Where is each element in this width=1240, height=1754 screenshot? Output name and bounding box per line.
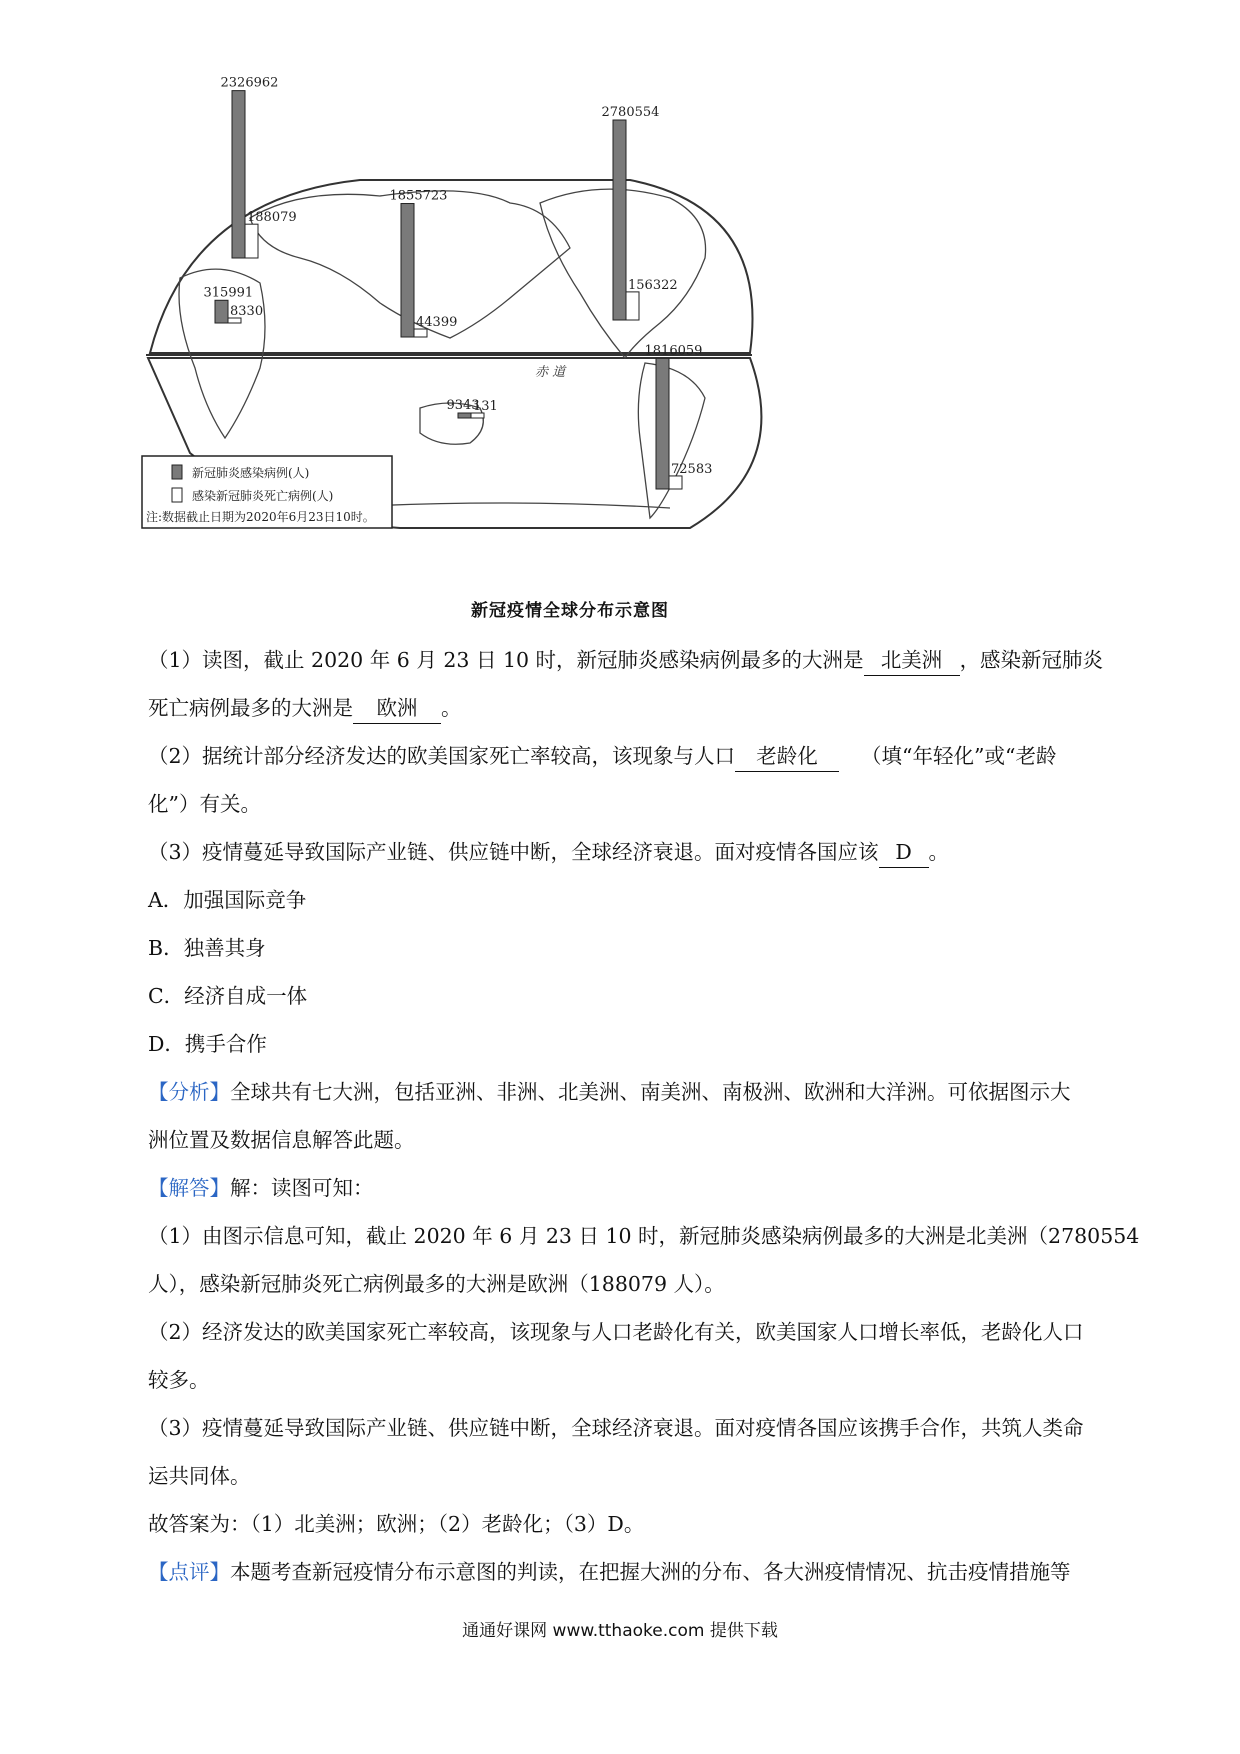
answer-final: 故答案为：（1）北美洲；欧洲；（2）老龄化；（3）D。 (148, 1512, 645, 1536)
answer-line-intro (148, 1164, 1128, 1212)
question-section (148, 636, 1140, 1596)
comment-text-1: 本题考查新冠疫情分布示意图的判读，在把握大洲的分布、各大洲疫情情况、抗击疫情措施等 (230, 1560, 1071, 1584)
question-1-blank-1: 北美洲 (864, 645, 960, 676)
question-1-text-b: ，感染新冠肺炎 (959, 648, 1104, 672)
legend (142, 456, 392, 528)
world-map-chart (146, 75, 850, 628)
deaths-value-label-2: 44399 (416, 315, 458, 331)
option-c: C．经济自成一体 (148, 984, 308, 1008)
covid-distribution-figure (146, 75, 850, 628)
cases-value-label-0: 2326962 (220, 75, 279, 91)
deaths-bar-4 (626, 292, 639, 320)
question-3-line (148, 828, 1128, 876)
analysis-text-1: 全球共有七大洲，包括亚洲、非洲、北美洲、南美洲、南极洲、欧洲和大洋洲。可依据图示大 (230, 1080, 1071, 1104)
question-1-text-a: （1）读图，截止 2020 年 6 月 23 日 10 时，新冠肺炎感染病例最多的大洲是 (148, 648, 864, 672)
cases-bar-1 (215, 300, 228, 323)
question-2-line-2 (148, 780, 1128, 828)
comment-line-1 (148, 1548, 1128, 1596)
cases-value-label-2: 1855723 (389, 188, 448, 204)
figure-caption: 新冠疫情全球分布示意图 (471, 601, 669, 621)
legend-deaths-swatch (172, 488, 182, 502)
deaths-value-label-0: 188079 (247, 210, 297, 226)
option-b: B．独善其身 (148, 936, 266, 960)
question-3-text-a: （3）疫情蔓延导致国际产业链、供应链中断，全球经济衰退。面对疫情各国应该 (148, 840, 879, 864)
page-footer: 通通好课网 www.tthaoke.com 提供下载 (462, 1621, 778, 1641)
question-1-text-d: 。 (441, 696, 462, 720)
answer-tag: 【解答】 (148, 1176, 230, 1200)
data-bars (204, 76, 713, 489)
answer-p1-line-1: （1）由图示信息可知，截止 2020 年 6 月 23 日 10 时，新冠肺炎感染病例最多的大洲是北美洲（2780554 (148, 1224, 1140, 1248)
question-1-line-2 (148, 684, 1128, 732)
cases-value-label-4: 2780554 (601, 105, 660, 120)
legend-note: 注:数据截止日期为2020年6月23日10时。 (146, 510, 375, 524)
equator-label: 赤 道 (535, 365, 566, 380)
answer-p2-line-1: （2）经济发达的欧美国家死亡率较高，该现象与人口老龄化有关，欧美国家人口增长率低，老龄化人口 (148, 1320, 1084, 1344)
question-1-blank-2: 欧洲 (353, 693, 441, 724)
comment-tag: 【点评】 (148, 1560, 230, 1584)
analysis-line-1 (148, 1068, 1128, 1116)
question-3-blank: D (879, 837, 929, 868)
analysis-tag: 【分析】 (148, 1080, 230, 1104)
question-2-text-b: （填“年轻化”或“老龄 (861, 744, 1057, 768)
deaths-value-label-4: 156322 (628, 277, 678, 293)
legend-cases-label: 新冠肺炎感染病例(人) (192, 466, 310, 480)
cases-bar-5 (656, 358, 669, 489)
question-2-blank: 老龄化 (735, 741, 839, 772)
cases-bar-4 (613, 120, 626, 320)
legend-deaths-label: 感染新冠肺炎死亡病例(人) (192, 489, 334, 503)
cases-bar-3 (458, 413, 471, 418)
option-a: A．加强国际竞争 (148, 888, 307, 912)
answer-p3-line-1: （3）疫情蔓延导致国际产业链、供应链中断，全球经济衰退。面对疫情各国应该携手合作，共筑人类命 (148, 1416, 1084, 1440)
cases-value-label-3: 9343 (446, 398, 480, 413)
analysis-line-2: 洲位置及数据信息解答此题。 (148, 1128, 415, 1152)
answer-intro: 解：读图可知： (230, 1176, 374, 1200)
question-2-line-1 (148, 732, 1128, 780)
cases-value-label-1: 315991 (203, 285, 254, 301)
question-1-text-c: 死亡病例最多的大洲是 (148, 696, 353, 720)
deaths-value-label-1: 8330 (230, 304, 264, 319)
question-3-text-b: 。 (928, 840, 950, 864)
question-2-text-c: 化”）有关。 (148, 792, 261, 816)
deaths-value-label-3: 131 (473, 399, 498, 414)
question-1-line-1 (148, 636, 1128, 684)
cases-bar-2 (401, 204, 414, 337)
deaths-bar-5 (669, 476, 682, 489)
deaths-bar-0 (245, 224, 258, 258)
continent-south-america (638, 363, 705, 518)
deaths-value-label-5: 72583 (671, 461, 713, 477)
answer-p2-line-2: 较多。 (148, 1368, 210, 1392)
cases-value-label-5: 1816059 (644, 343, 703, 359)
deaths-bar-2 (414, 329, 427, 337)
cases-bar-0 (232, 91, 245, 258)
option-d: D．携手合作 (148, 1032, 267, 1056)
legend-cases-swatch (172, 465, 182, 479)
question-2-text-a: （2）据统计部分经济发达的欧美国家死亡率较高，该现象与人口 (148, 744, 736, 768)
answer-p1-line-2: 人），感染新冠肺炎死亡病例最多的大洲是欧洲（188079 人）。 (148, 1272, 725, 1296)
answer-p3-line-2: 运共同体。 (148, 1464, 251, 1488)
